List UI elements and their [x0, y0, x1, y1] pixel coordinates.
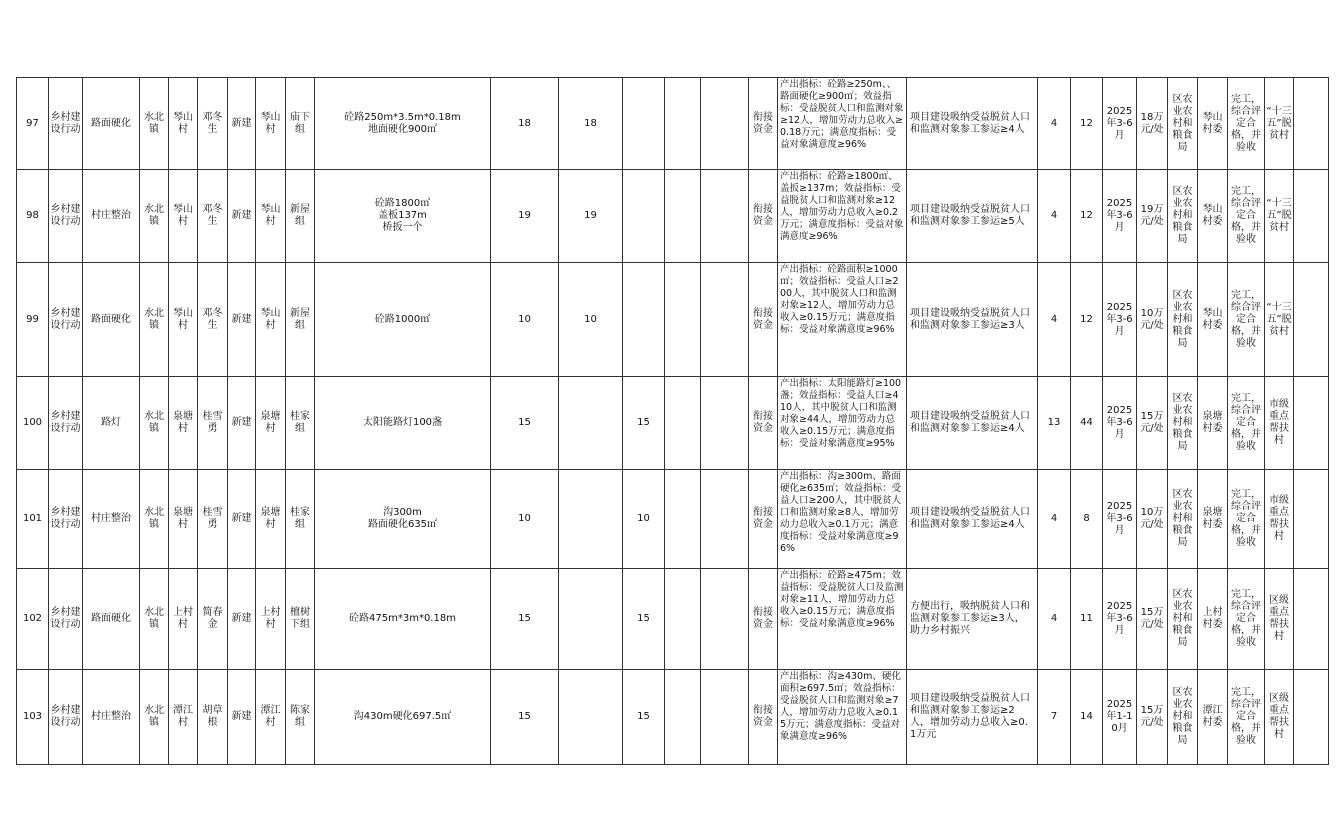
- village-cell: 上村村: [169, 569, 198, 670]
- project-type-cell: 村庄整治: [83, 670, 140, 765]
- funds-column-3-cell: [623, 170, 665, 263]
- extra-cell: [1294, 377, 1329, 470]
- project-owner-cell: 潭江村委: [1198, 670, 1228, 765]
- acceptance-status-cell: 完工，综合评定合格，并验收: [1228, 170, 1265, 263]
- town-cell: 水北镇: [140, 377, 169, 470]
- funds-column-4-cell: [665, 470, 701, 569]
- implementation-period-cell: 2025年3-6月: [1103, 470, 1137, 569]
- construction-nature-cell: 新建: [228, 670, 256, 765]
- extra-cell: [1294, 78, 1329, 170]
- responsible-person-cell: 桂雪勇: [198, 470, 228, 569]
- competent-department-cell: 区农业农村和粮食局: [1168, 170, 1198, 263]
- construction-content-cell: 沟300m 路面硬化635㎡: [315, 470, 491, 569]
- row-number: 100: [17, 377, 49, 470]
- performance-indicators-cell: 产出指标：沟≥430m、硬化面积≥697.5㎡；效益指标：受益脱贫人口和监测对象≥7人，增加劳动力总收入≥0.15万元；满意度指标：受益对象满意度≥96%: [778, 670, 907, 765]
- subsidy-standard-cell: 15万元/处: [1137, 569, 1168, 670]
- funds-column-4-cell: [665, 377, 701, 470]
- location-village-cell: 上村村: [256, 569, 286, 670]
- competent-department-cell: 区农业农村和粮食局: [1168, 670, 1198, 765]
- village-cell: 琴山村: [169, 78, 198, 170]
- fund-source-cell: 衔接资金: [749, 78, 778, 170]
- table-row: [17, 170, 1329, 263]
- town-cell: 水北镇: [140, 170, 169, 263]
- performance-indicators-cell: 产出指标：沟≥300m、路面硬化≥635㎡；效益指标：受益人口≥200人，其中脱贫人口和监测对象≥8人，增加劳动力总收入≥0.1万元；满意度指标：受益对象满意度≥96%: [778, 470, 907, 569]
- total-funds-cell: 10: [491, 470, 559, 569]
- project-type-cell: 路灯: [83, 377, 140, 470]
- acceptance-status-cell: 完工，综合评定合格，并验收: [1228, 263, 1265, 377]
- beneficiary-people-cell: 8: [1071, 470, 1103, 569]
- beneficiary-people-cell: 12: [1071, 170, 1103, 263]
- funds-column-5-cell: [701, 470, 749, 569]
- extra-cell: [1294, 470, 1329, 569]
- funds-column-4-cell: [665, 78, 701, 170]
- subsidy-standard-cell: 10万元/处: [1137, 470, 1168, 569]
- subsidy-standard-cell: 10万元/处: [1137, 263, 1168, 377]
- project-type-cell: 路面硬化: [83, 569, 140, 670]
- fund-source-cell: 衔接资金: [749, 470, 778, 569]
- project-type-cell: 路面硬化: [83, 263, 140, 377]
- construction-nature-cell: 新建: [228, 78, 256, 170]
- implementation-period-cell: 2025年3-6月: [1103, 377, 1137, 470]
- subsidy-standard-cell: 18万元/处: [1137, 78, 1168, 170]
- implementation-period-cell: 2025年3-6月: [1103, 78, 1137, 170]
- responsible-person-cell: 邓冬生: [198, 263, 228, 377]
- funds-column-3-cell: 15: [623, 377, 665, 470]
- implementation-period-cell: 2025年3-6月: [1103, 170, 1137, 263]
- extra-cell: [1294, 569, 1329, 670]
- construction-content-cell: 砼路475m*3m*0.18m: [315, 569, 491, 670]
- project-owner-cell: 琴山村委: [1198, 78, 1228, 170]
- responsible-person-cell: 邓冬生: [198, 170, 228, 263]
- acceptance-status-cell: 完工，综合评定合格，并验收: [1228, 569, 1265, 670]
- funds-column-3-cell: [623, 78, 665, 170]
- funds-column-4-cell: [665, 170, 701, 263]
- benefit-mechanism-cell: 项目建设吸纳受益脱贫人口和监测对象参工参运≥4人: [907, 377, 1038, 470]
- table-row: [17, 470, 1329, 569]
- benefit-mechanism-cell: 项目建设吸纳受益脱贫人口和监测对象参工参运≥2人，增加劳动力总收入≥0.1万元: [907, 670, 1038, 765]
- beneficiary-people-cell: 11: [1071, 569, 1103, 670]
- performance-indicators-cell: 产出指标：砼路≥250m、、路面硬化≥900㎡；效益指标：受益脱贫人口和监测对象≥12人，增加劳动力总收入≥0.18万元；满意度指标：受益对象满意度≥96%: [778, 78, 907, 170]
- remark-cell: “十三五”脱贫村: [1265, 170, 1294, 263]
- project-owner-cell: 泉塘村委: [1198, 470, 1228, 569]
- location-group-cell: 陈家组: [286, 670, 315, 765]
- acceptance-status-cell: 完工，综合评定合格，并验收: [1228, 377, 1265, 470]
- row-number: 99: [17, 263, 49, 377]
- project-type-cell: 村庄整治: [83, 170, 140, 263]
- funds-column-5-cell: [701, 670, 749, 765]
- remark-cell: 市级重点帮扶村: [1265, 470, 1294, 569]
- subsidy-standard-cell: 15万元/处: [1137, 670, 1168, 765]
- extra-cell: [1294, 170, 1329, 263]
- funds-column-5-cell: [701, 263, 749, 377]
- funds-column-2-cell: [559, 569, 623, 670]
- remark-cell: 市级重点帮扶村: [1265, 377, 1294, 470]
- funds-column-2-cell: [559, 670, 623, 765]
- location-village-cell: 泉塘村: [256, 470, 286, 569]
- fund-source-cell: 衔接资金: [749, 170, 778, 263]
- beneficiary-households-cell: 4: [1038, 78, 1071, 170]
- category-cell: 乡村建设行动: [49, 170, 83, 263]
- competent-department-cell: 区农业农村和粮食局: [1168, 78, 1198, 170]
- benefit-mechanism-cell: 项目建设吸纳受益脱贫人口和监测对象参工参运≥4人: [907, 470, 1038, 569]
- construction-content-cell: 沟430m硬化697.5㎡: [315, 670, 491, 765]
- funds-column-2-cell: [559, 377, 623, 470]
- subsidy-standard-cell: 19万元/处: [1137, 170, 1168, 263]
- beneficiary-households-cell: 7: [1038, 670, 1071, 765]
- location-group-cell: 檀树下组: [286, 569, 315, 670]
- funds-column-5-cell: [701, 377, 749, 470]
- total-funds-cell: 10: [491, 263, 559, 377]
- fund-source-cell: 衔接资金: [749, 670, 778, 765]
- responsible-person-cell: 邓冬生: [198, 78, 228, 170]
- beneficiary-households-cell: 4: [1038, 569, 1071, 670]
- fund-source-cell: 衔接资金: [749, 263, 778, 377]
- category-cell: 乡村建设行动: [49, 670, 83, 765]
- beneficiary-households-cell: 4: [1038, 170, 1071, 263]
- acceptance-status-cell: 完工，综合评定合格，并验收: [1228, 670, 1265, 765]
- location-group-cell: 桂家组: [286, 377, 315, 470]
- funds-column-4-cell: [665, 569, 701, 670]
- performance-indicators-cell: 产出指标：砼路面积≥1000㎡；效益指标：受益人口≥200人，其中脱贫人口和监测对象≥12人，增加劳动力总收入≥0.15万元；满意度指标：受益对象满意度≥96%: [778, 263, 907, 377]
- remark-cell: “十三五”脱贫村: [1265, 263, 1294, 377]
- funds-column-2-cell: 18: [559, 78, 623, 170]
- location-village-cell: 琴山村: [256, 170, 286, 263]
- implementation-period-cell: 2025年1-10月: [1103, 670, 1137, 765]
- table-row: [17, 377, 1329, 470]
- location-group-cell: 桂家组: [286, 470, 315, 569]
- performance-indicators-cell: 产出指标：砼路≥1800㎡、盖扳≥137m；效益指标：受益脱贫人口和监测对象≥12人，增加劳动力总收入≥0.2万元；满意度指标：受益对象满意度≥96%: [778, 170, 907, 263]
- fund-source-cell: 衔接资金: [749, 569, 778, 670]
- village-cell: 泉塘村: [169, 377, 198, 470]
- project-type-cell: 村庄整治: [83, 470, 140, 569]
- fund-source-cell: 衔接资金: [749, 377, 778, 470]
- funds-column-3-cell: [623, 263, 665, 377]
- construction-nature-cell: 新建: [228, 470, 256, 569]
- beneficiary-households-cell: 4: [1038, 470, 1071, 569]
- beneficiary-people-cell: 12: [1071, 263, 1103, 377]
- town-cell: 水北镇: [140, 569, 169, 670]
- remark-cell: “十三五”脱贫村: [1265, 78, 1294, 170]
- row-number: 97: [17, 78, 49, 170]
- beneficiary-people-cell: 14: [1071, 670, 1103, 765]
- category-cell: 乡村建设行动: [49, 569, 83, 670]
- performance-indicators-cell: 产出指标：砼路≥475m；效益指标：受益脱贫人口及监测对象≥11人，增加劳动力总收入≥0.15万元；满意度指标：受益对象满意度≥96%: [778, 569, 907, 670]
- responsible-person-cell: 桂雪勇: [198, 377, 228, 470]
- funds-column-2-cell: 10: [559, 263, 623, 377]
- extra-cell: [1294, 263, 1329, 377]
- competent-department-cell: 区农业农村和粮食局: [1168, 377, 1198, 470]
- competent-department-cell: 区农业农村和粮食局: [1168, 470, 1198, 569]
- location-group-cell: 新屋组: [286, 263, 315, 377]
- table-row: [17, 78, 1329, 170]
- project-type-cell: 路面硬化: [83, 78, 140, 170]
- performance-indicators-cell: 产出指标：太阳能路灯≥100盏；效益指标：受益人口≥410人，其中脱贫人口和监测对象≥44人，增加劳动力总收入≥0.15万元；满意度指标：受益对象满意度≥95%: [778, 377, 907, 470]
- subsidy-standard-cell: 15万元/处: [1137, 377, 1168, 470]
- construction-content-cell: 砼路1000㎡: [315, 263, 491, 377]
- benefit-mechanism-cell: 项目建设吸纳受益脱贫人口和监测对象参工参运≥5人: [907, 170, 1038, 263]
- funds-column-5-cell: [701, 78, 749, 170]
- extra-cell: [1294, 670, 1329, 765]
- table-row: [17, 263, 1329, 377]
- project-owner-cell: 泉塘村委: [1198, 377, 1228, 470]
- town-cell: 水北镇: [140, 470, 169, 569]
- table-row: [17, 569, 1329, 670]
- construction-nature-cell: 新建: [228, 263, 256, 377]
- village-cell: 泉塘村: [169, 470, 198, 569]
- funds-column-4-cell: [665, 670, 701, 765]
- location-group-cell: 庙下组: [286, 78, 315, 170]
- competent-department-cell: 区农业农村和粮食局: [1168, 569, 1198, 670]
- beneficiary-households-cell: 4: [1038, 263, 1071, 377]
- funds-column-5-cell: [701, 170, 749, 263]
- project-owner-cell: 琴山村委: [1198, 170, 1228, 263]
- responsible-person-cell: 简春金: [198, 569, 228, 670]
- funds-column-4-cell: [665, 263, 701, 377]
- town-cell: 水北镇: [140, 670, 169, 765]
- category-cell: 乡村建设行动: [49, 377, 83, 470]
- total-funds-cell: 19: [491, 170, 559, 263]
- construction-nature-cell: 新建: [228, 170, 256, 263]
- competent-department-cell: 区农业农村和粮食局: [1168, 263, 1198, 377]
- beneficiary-people-cell: 12: [1071, 78, 1103, 170]
- row-number: 103: [17, 670, 49, 765]
- funds-column-2-cell: 19: [559, 170, 623, 263]
- total-funds-cell: 15: [491, 569, 559, 670]
- project-owner-cell: 琴山村委: [1198, 263, 1228, 377]
- total-funds-cell: 15: [491, 670, 559, 765]
- benefit-mechanism-cell: 方便出行，吸纳脱贫人口和监测对象参工参运≥3人，助力乡村振兴: [907, 569, 1038, 670]
- beneficiary-people-cell: 44: [1071, 377, 1103, 470]
- village-cell: 琴山村: [169, 263, 198, 377]
- construction-content-cell: 砼路250m*3.5m*0.18m 地面硬化900㎡: [315, 78, 491, 170]
- benefit-mechanism-cell: 项目建设吸纳受益脱贫人口和监测对象参工参运≥3人: [907, 263, 1038, 377]
- funds-column-3-cell: 10: [623, 470, 665, 569]
- location-village-cell: 潭江村: [256, 670, 286, 765]
- remark-cell: 区级重点帮扶村: [1265, 670, 1294, 765]
- benefit-mechanism-cell: 项目建设吸纳受益脱贫人口和监测对象参工参运≥4人: [907, 78, 1038, 170]
- category-cell: 乡村建设行动: [49, 470, 83, 569]
- construction-content-cell: 砼路1800㎡ 盖板137m 桥扳一个: [315, 170, 491, 263]
- construction-content-cell: 太阳能路灯100盏: [315, 377, 491, 470]
- implementation-period-cell: 2025年3-6月: [1103, 569, 1137, 670]
- construction-nature-cell: 新建: [228, 377, 256, 470]
- funds-column-3-cell: 15: [623, 569, 665, 670]
- location-village-cell: 琴山村: [256, 263, 286, 377]
- implementation-period-cell: 2025年3-6月: [1103, 263, 1137, 377]
- remark-cell: 区级重点帮扶村: [1265, 569, 1294, 670]
- town-cell: 水北镇: [140, 263, 169, 377]
- village-cell: 琴山村: [169, 170, 198, 263]
- row-number: 102: [17, 569, 49, 670]
- funds-column-2-cell: [559, 470, 623, 569]
- responsible-person-cell: 胡草根: [198, 670, 228, 765]
- location-group-cell: 新屋组: [286, 170, 315, 263]
- funds-column-5-cell: [701, 569, 749, 670]
- category-cell: 乡村建设行动: [49, 263, 83, 377]
- town-cell: 水北镇: [140, 78, 169, 170]
- row-number: 101: [17, 470, 49, 569]
- funds-column-3-cell: 15: [623, 670, 665, 765]
- total-funds-cell: 18: [491, 78, 559, 170]
- location-village-cell: 琴山村: [256, 78, 286, 170]
- row-number: 98: [17, 170, 49, 263]
- total-funds-cell: 15: [491, 377, 559, 470]
- acceptance-status-cell: 完工，综合评定合格，并验收: [1228, 470, 1265, 569]
- table-row: [17, 670, 1329, 765]
- beneficiary-households-cell: 13: [1038, 377, 1071, 470]
- construction-nature-cell: 新建: [228, 569, 256, 670]
- acceptance-status-cell: 完工，综合评定合格，并验收: [1228, 78, 1265, 170]
- project-owner-cell: 上村村委: [1198, 569, 1228, 670]
- location-village-cell: 泉塘村: [256, 377, 286, 470]
- village-cell: 潭江村: [169, 670, 198, 765]
- project-table: [16, 77, 1329, 765]
- category-cell: 乡村建设行动: [49, 78, 83, 170]
